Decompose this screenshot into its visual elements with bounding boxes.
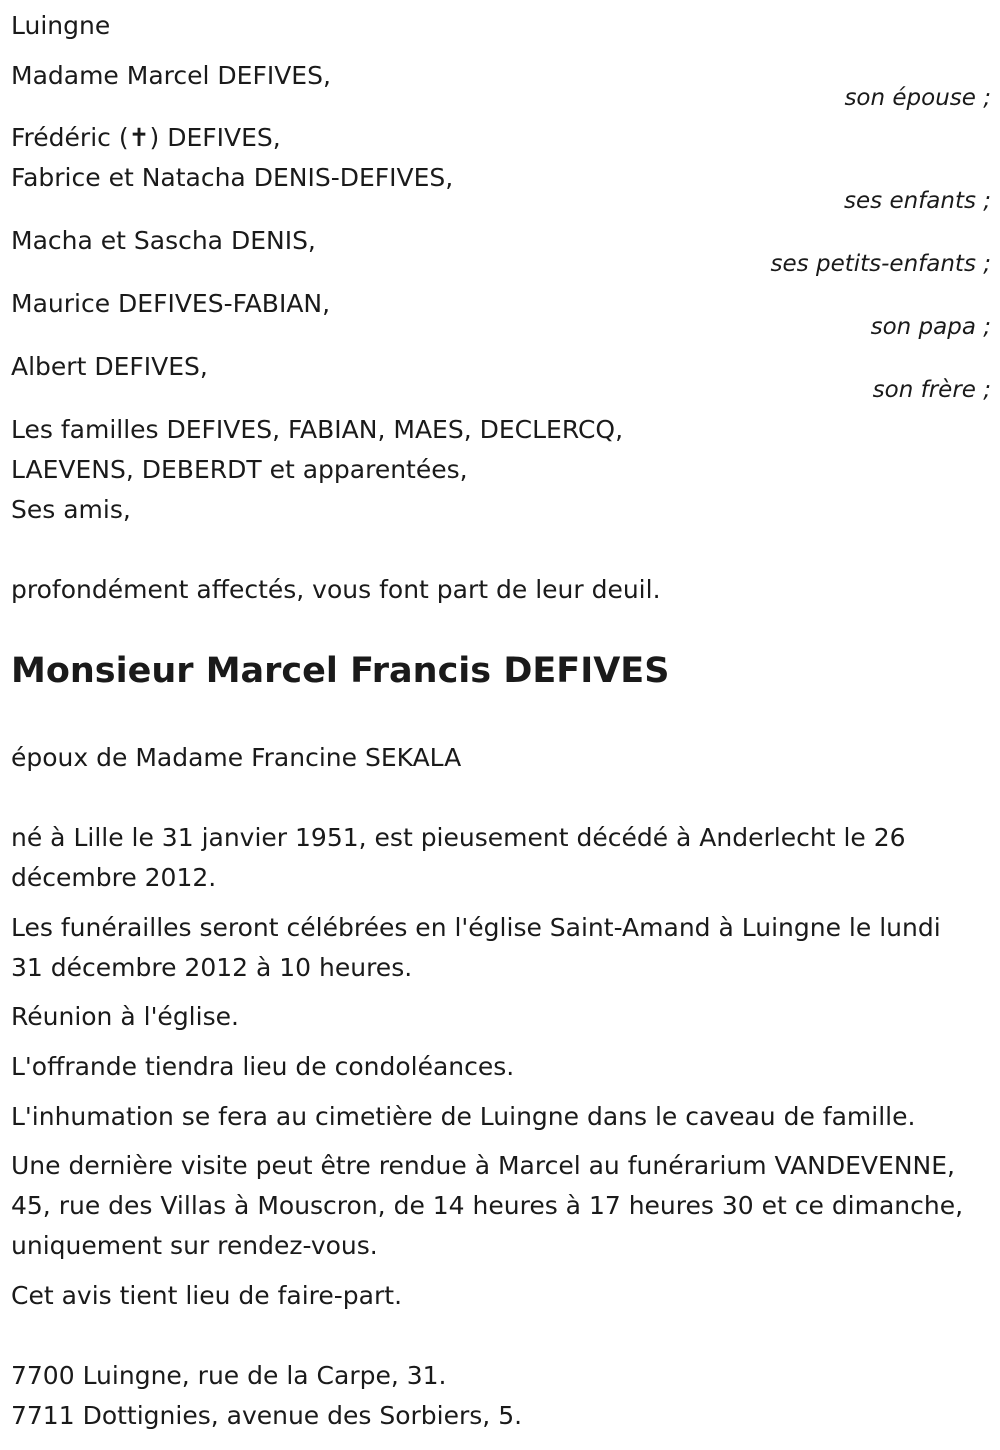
announcement-line: profondément affectés, vous font part de leur deuil. xyxy=(11,575,661,604)
burial-line: L'inhumation se fera au cimetière de Luingne dans le caveau de famille. xyxy=(11,1102,916,1131)
spouse-name: Madame Marcel DEFIVES, xyxy=(11,61,331,90)
visit-paragraph: Une dernière visite peut être rendue à Marcel au funérarium VANDEVENNE, 45, rue des Villas à Mouscron, de 14 heures à 17 heures 30 et ce dimanche, uniquement sur rendez-vous. xyxy=(11,1151,964,1260)
children-role: ses enfants ; xyxy=(844,188,991,214)
address-line-1: 7700 Luingne, rue de la Carpe, 31. xyxy=(11,1361,447,1390)
spouse-of-line: époux de Madame Francine SEKALA xyxy=(11,743,462,772)
friends-line: Ses amis, xyxy=(11,495,131,524)
families-line-2: LAEVENS, DEBERDT et apparentées, xyxy=(11,455,468,484)
notice-line: Cet avis tient lieu de faire-part. xyxy=(11,1281,403,1310)
address-line-2: 7711 Dottignies, avenue des Sorbiers, 5. xyxy=(11,1401,523,1430)
brother-role: son frère ; xyxy=(872,377,991,403)
offering-line: L'offrande tiendra lieu de condoléances. xyxy=(11,1052,515,1081)
grandchildren-role: ses petits-enfants ; xyxy=(770,251,991,277)
child-name-2: Fabrice et Natacha DENIS-DEFIVES, xyxy=(11,163,454,192)
spouse-role: son épouse ; xyxy=(844,85,991,111)
deceased-name: Monsieur Marcel Francis DEFIVES xyxy=(11,651,670,691)
village-name: Luingne xyxy=(11,11,111,40)
child-name-1: Frédéric (✝) DEFIVES, xyxy=(11,123,281,152)
funeral-paragraph: Les funérailles seront célébrées en l'église Saint-Amand à Luingne le lundi 31 décembre 2012 à 10 heures. xyxy=(11,913,941,982)
father-name: Maurice DEFIVES-FABIAN, xyxy=(11,289,331,318)
brother-name: Albert DEFIVES, xyxy=(11,352,208,381)
grandchildren-name: Macha et Sascha DENIS, xyxy=(11,226,316,255)
meeting-line: Réunion à l'église. xyxy=(11,1002,239,1031)
father-role: son papa ; xyxy=(870,314,991,340)
birth-death-paragraph: né à Lille le 31 janvier 1951, est pieusement décédé à Anderlecht le 26 décembre 2012. xyxy=(11,823,906,892)
families-line-1: Les familles DEFIVES, FABIAN, MAES, DECLERCQ, xyxy=(11,415,624,444)
